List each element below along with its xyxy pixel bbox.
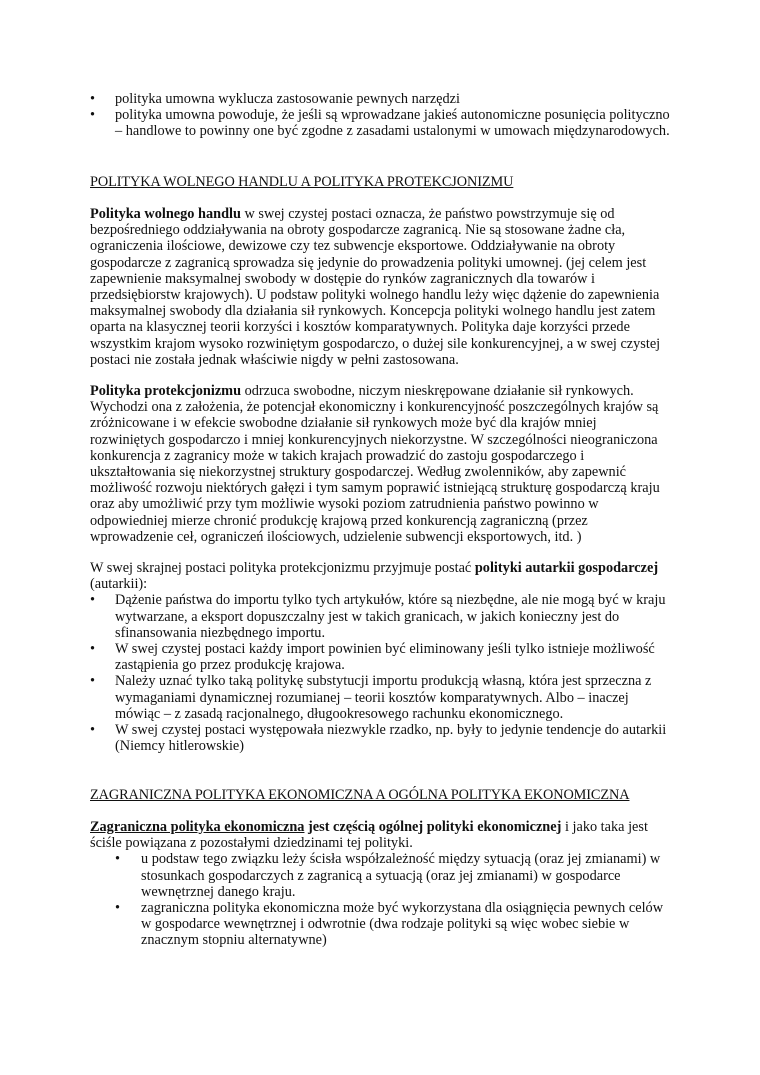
section-heading: ZAGRANICZNA POLITYKA EKONOMICZNA A OGÓLNA POLITYKA EKONOMICZNA [90, 787, 630, 803]
bullet-icon: • [90, 641, 96, 658]
list-item: • zagraniczna polityka ekonomiczna może być wykorzystana dla osiągnięcia pewnych celów w gospodarce wewnętrznej i odwrotnie (dwa rodzaje polityki są więc wobec siebie w znacznym stopniu alternatywne) [115, 900, 664, 949]
list-item: • polityka umowna powoduje, że jeśli są wprowadzane jakieś autonomiczne posunięcia polityczno – handlowe to powinny one być zgodne z zasadami ustalonymi w umowach międzynarodowych. [90, 107, 670, 140]
intro-bullet-list-block [90, 91, 670, 140]
list-item: • W swej czystej postaci każdy import powinien być eliminowany jeśli tylko istnieje możliwość zastąpienia go przez produkcję krajowa. [90, 641, 655, 674]
foreign-policy-paragraph: Zagraniczna polityka ekonomiczna jest częścią ogólnej polityki ekonomicznej i jako taka jest ściśle powiązana z pozostałymi dziedzinami tej polityki. [90, 819, 648, 852]
protectionism-paragraph-block [90, 383, 670, 545]
protectionism-paragraph: Polityka protekcjonizmu odrzuca swobodne, niczym nieskrępowane działanie sił rynkowych. Wychodzi ona z założenia, że potencjał ekonomiczny i konkurencyjność poszczególnych krajów są zróżnicowane i w efekcie swobodne działanie sił rynkowych może być dla krajów mniej rozwiniętych gospodarczo i mniej konkurencyjnych niekorzystne. W szczególności nieograniczona konkurencja z zagranicy może w takich krajach prowadzić do zastoju gospodarczego i ukształtowania się niekorzystnej struktury gospodarczej. Według zwolenników, aby zapewnić możliwość rozwoju niektórych gałęzi i tym samym poprawić istniejącą strukturę gospodarczą kraju oraz aby umożliwić przy tym możliwie wysoki poziom zatrudnienia państwo powinno w odpowiedniej mierze chronić produkcję krajową przed konkurencją zagraniczną (przez wprowadzenie ceł, ograniczeń ilościowych, udzielenie subwencji eksportowych, itd. ) [90, 383, 660, 545]
bullet-icon: • [115, 900, 121, 917]
list-item: • W swej czystej postaci występowała niezwykle rzadko, np. były to jedynie tendencje do autarkii (Niemcy hitlerowskie) [90, 722, 667, 755]
foreign-policy-bullet-list [115, 851, 670, 948]
foreign-policy-paragraph-block [90, 819, 670, 949]
list-item: • u podstaw tego związku leży ścisła współzależność między sytuacją (oraz jej zmianami) w stosunkach gospodarczych z zagranicą a sytuacją (oraz jej zmianami) w gospodarce wewnętrznej danego kraju. [115, 851, 661, 900]
section-2-heading-block [90, 787, 670, 803]
autarky-paragraph: W swej skrajnej postaci polityka protekcjonizmu przyjmuje postać polityki autarkii gospodarczej (autarkii): [90, 560, 659, 593]
bullet-icon: • [90, 592, 96, 609]
bullet-icon: • [90, 673, 96, 690]
bullet-icon: • [115, 851, 121, 868]
term-foreign-economic-policy: Zagraniczna polityka ekonomiczna [90, 819, 305, 835]
term-free-trade: Polityka wolnego handlu [90, 206, 241, 222]
list-item: • Należy uznać tylko taką politykę substytucji importu produkcją własną, która jest sprzeczna z wymaganiami dynamicznej rozumianej – teorii kosztów komparatywnych. Albo – inaczej mówiąc – z zasadą racjonalnego, długookresowego rachunku ekonomicznego. [90, 673, 652, 722]
free-trade-paragraph: Polityka wolnego handlu w swej czystej postaci oznacza, że państwo powstrzymuje się od bezpośredniego oddziaływania na obroty gospodarcze zagranicą. Nie są stosowane żadne cła, ograniczenia ilościowe, dewizowe czy tez subwencje eksportowe. Oddziaływanie na obroty gospodarcze z zagranicą sprowadza się jedynie do prowadzenia polityki umownej. (jej celem jest zapewnienie maksymalnej swobody w dostępie do rynków zagranicznych dla towarów i przedsiębiorstw krajowych). U podstaw polityki wolnego handlu leży więc dążenie do zapewnienia maksymalnej swobody dla działania sił rynkowych. Koncepcja polityki wolnego handlu jest zatem oparta na klasycznej teorii korzyści i kosztów komparatywnych. Polityka daje korzyści przede wszystkim krajom wysoko rozwiniętym gospodarczo, o dużej sile konkurencyjnej, a w swej czystej postaci nie została jednak właściwie nigdy w pełni zastosowana. [90, 206, 661, 368]
free-trade-paragraph-block [90, 206, 670, 368]
bullet-icon: • [90, 722, 96, 739]
autarky-bullet-list [90, 592, 670, 754]
bullet-icon: • [90, 91, 96, 107]
list-item: • Dążenie państwa do importu tylko tych artykułów, które są niezbędne, ale nie mogą być w kraju wytwarzane, a eksport dopuszczalny jest w takich granicach, w jakich konieczny jest do sfinansowania niezbędnego importu. [90, 592, 666, 641]
intro-bullet-list [90, 91, 670, 140]
bullet-icon: • [90, 107, 96, 124]
section-1-heading-block [90, 174, 670, 190]
term-protectionism: Polityka protekcjonizmu [90, 383, 242, 399]
list-item: • polityka umowna wyklucza zastosowanie pewnych narzędzi [90, 91, 460, 107]
autarky-paragraph-block [90, 560, 670, 754]
section-heading: POLITYKA WOLNEGO HANDLU A POLITYKA PROTEKCJONIZMU [90, 174, 514, 190]
term-autarky: polityki autarkii gospodarczej [474, 560, 659, 576]
